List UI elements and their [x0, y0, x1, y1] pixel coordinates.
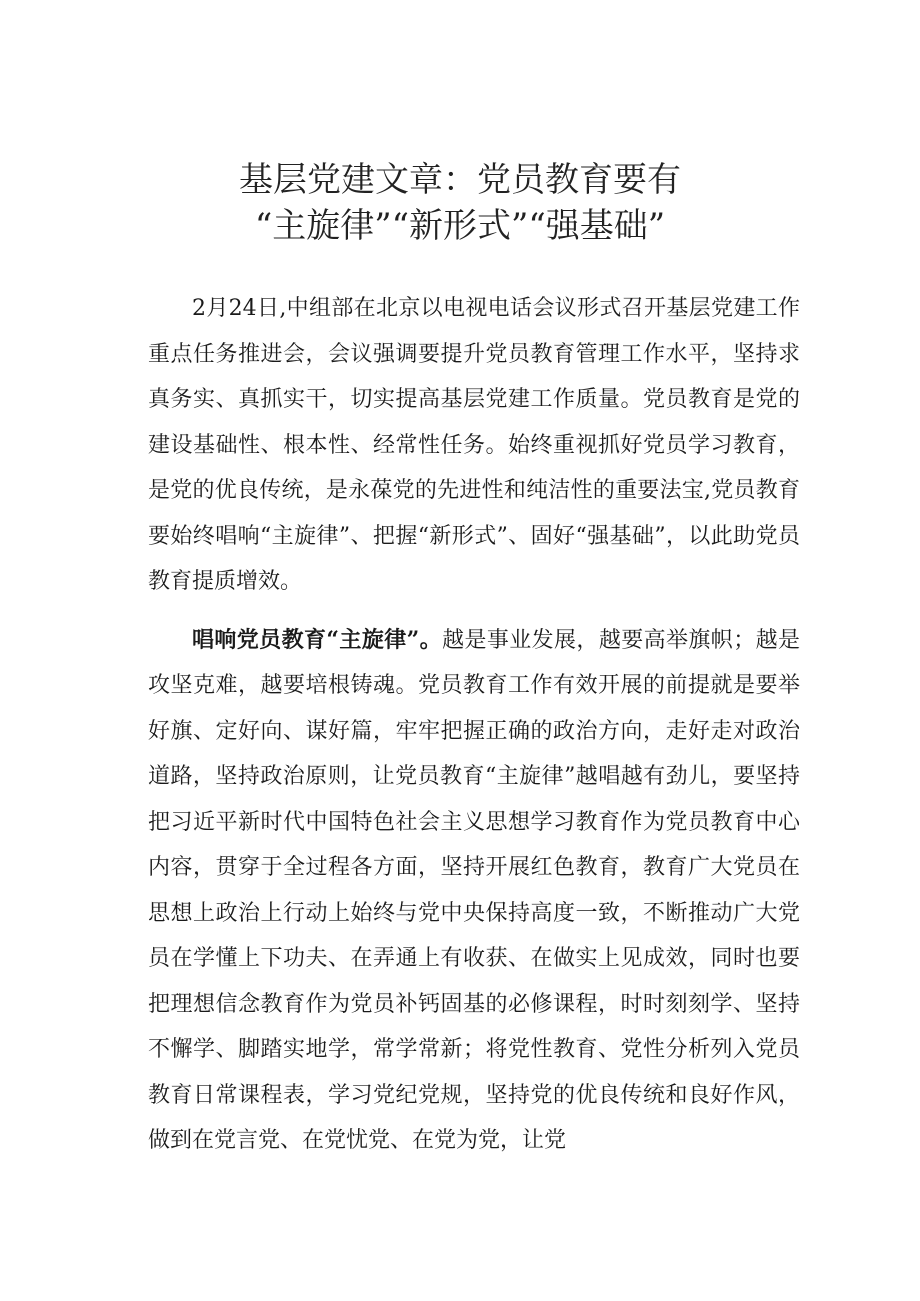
paragraph-text: 越是事业发展，越要高举旗帜；越是攻坚克难，越要培根铸魂。党员教育工作有效开展的前提就是要举好旗、定好向、谋好篇，牢牢把握正确的政治方向，走好走对政治道路，坚持政治原则，让党员教育“主旋律”越唱越有劲儿，要坚持把习近平新时代中国特色社会主义思想学习教育作为党员教育中心内容，贯穿于全过程各方面，坚持开展红色教育，教育广大党员在思想上政治上行动上始终与党中央保持高度一致，不断推动广大党员在学懂上下功夫、在弄通上有收获、在做实上见成效，同时也要把理想信念教育作为党员补钙固基的必修课程，时时刻刻学、坚持不懈学、脚踏实地学，常学常新；将党性教育、党性分析列入党员教育日常课程表，学习党纪党规，坚持党的优良传统和良好作风，做到在党言党、在党忧党、在党为党，让党: [148, 627, 800, 1153]
paragraph-intro: 2月24日,中组部在北京以电视电话会议形式召开基层党建工作重点任务推进会，会议强调要提升党员教育管理工作水平，坚持求真务实、真抓实干，切实提高基层党建工作质量。党员教育是党的建设基础性、根本性、经常性任务。始终重视抓好党员学习教育，是党的优良传统，是永葆党的先进性和纯洁性的重要法宝,党员教育要始终唱响“主旋律”、把握“新形式”、固好“强基础”，以此助党员教育提质增效。: [148, 296, 800, 594]
document-body: [148, 286, 800, 1177]
title-line-2: “主旋律”“新形式”“强基础”: [254, 206, 666, 246]
title-line-1: 基层党建文章：党员教育要有: [239, 160, 681, 200]
document-title: [100, 157, 820, 249]
paragraph-main-theme: [148, 618, 800, 1164]
paragraph-heading: 唱响党员教育“主旋律”。: [192, 626, 443, 653]
